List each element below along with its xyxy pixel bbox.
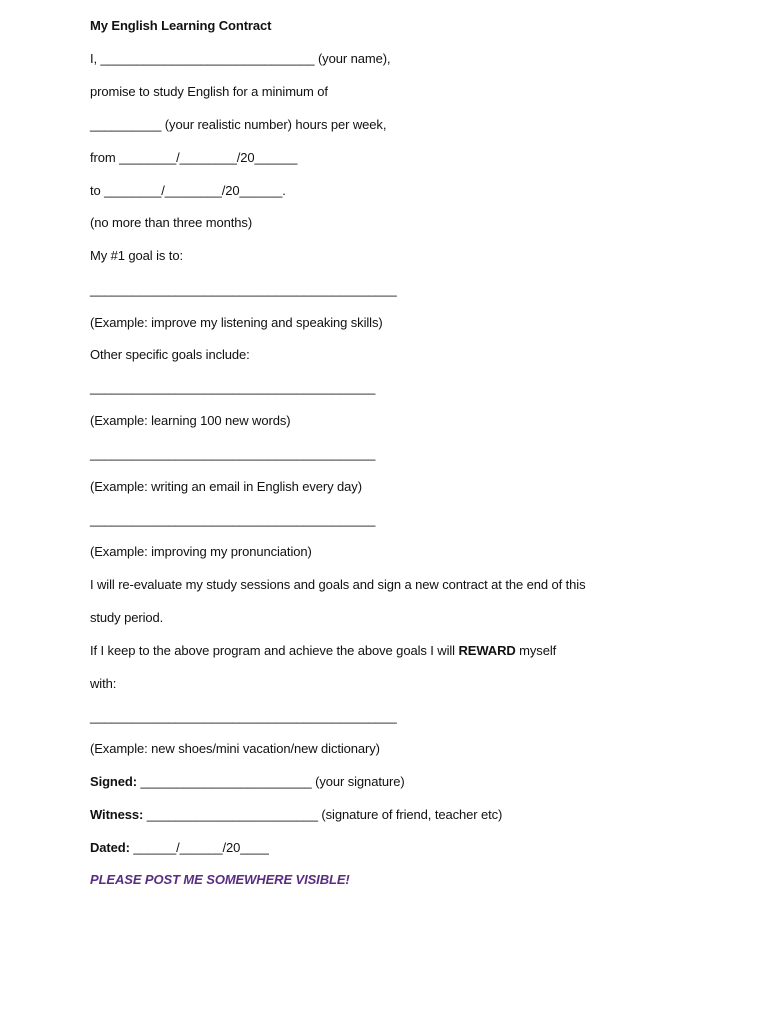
goal2-example: (Example: learning 100 new words) <box>90 413 291 428</box>
promise-line: promise to study English for a minimum of <box>90 84 328 99</box>
goal2-blank: ________________________________________ <box>90 380 376 395</box>
goal1-example: (Example: improve my listening and speaking skills) <box>90 315 383 330</box>
reevaluate-line-1: I will re-evaluate my study sessions and goals and sign a new contract at the end of this <box>90 577 586 592</box>
name-line: I, ______________________________ (your name), <box>90 51 391 66</box>
reward-blank: ___________________________________________ <box>90 709 397 724</box>
signed-line <box>90 774 405 790</box>
witness-line <box>90 807 502 823</box>
goal1-blank: ___________________________________________ <box>90 282 397 297</box>
goal1-label: My #1 goal is to: <box>90 248 183 263</box>
reward-example: (Example: new shoes/mini vacation/new dictionary) <box>90 741 380 756</box>
reward-line-suffix: myself <box>515 643 557 658</box>
dated-line <box>90 840 269 856</box>
from-date-line: from ________/________/20______ <box>90 150 298 165</box>
goal4-example: (Example: improving my pronunciation) <box>90 544 312 559</box>
reward-line-prefix: If I keep to the above program and achieve the above goals I will <box>90 643 459 658</box>
post-notice: PLEASE POST ME SOMEWHERE VISIBLE! <box>90 872 350 887</box>
goal4-blank: ________________________________________ <box>90 512 376 527</box>
witness-blank: ________________________ (signature of friend, teacher etc) <box>143 807 503 822</box>
witness-label: Witness: <box>90 807 144 822</box>
goal3-example: (Example: writing an email in English every day) <box>90 479 362 494</box>
document-title: My English Learning Contract <box>90 18 272 33</box>
other-goals-label: Other specific goals include: <box>90 347 250 362</box>
with-label: with: <box>90 676 117 691</box>
reward-line <box>90 643 556 659</box>
dated-label: Dated: <box>90 840 130 855</box>
hours-line: __________ (your realistic number) hours per week, <box>90 117 387 132</box>
duration-note: (no more than three months) <box>90 215 253 230</box>
dated-blank: ______/______/20____ <box>129 840 269 855</box>
reward-word: REWARD <box>458 643 516 658</box>
to-date-line: to ________/________/20______. <box>90 183 286 198</box>
signed-blank: ________________________ (your signature) <box>136 774 405 789</box>
reevaluate-line-2: study period. <box>90 610 164 625</box>
signed-label: Signed: <box>90 774 137 789</box>
goal3-blank: ________________________________________ <box>90 446 376 461</box>
